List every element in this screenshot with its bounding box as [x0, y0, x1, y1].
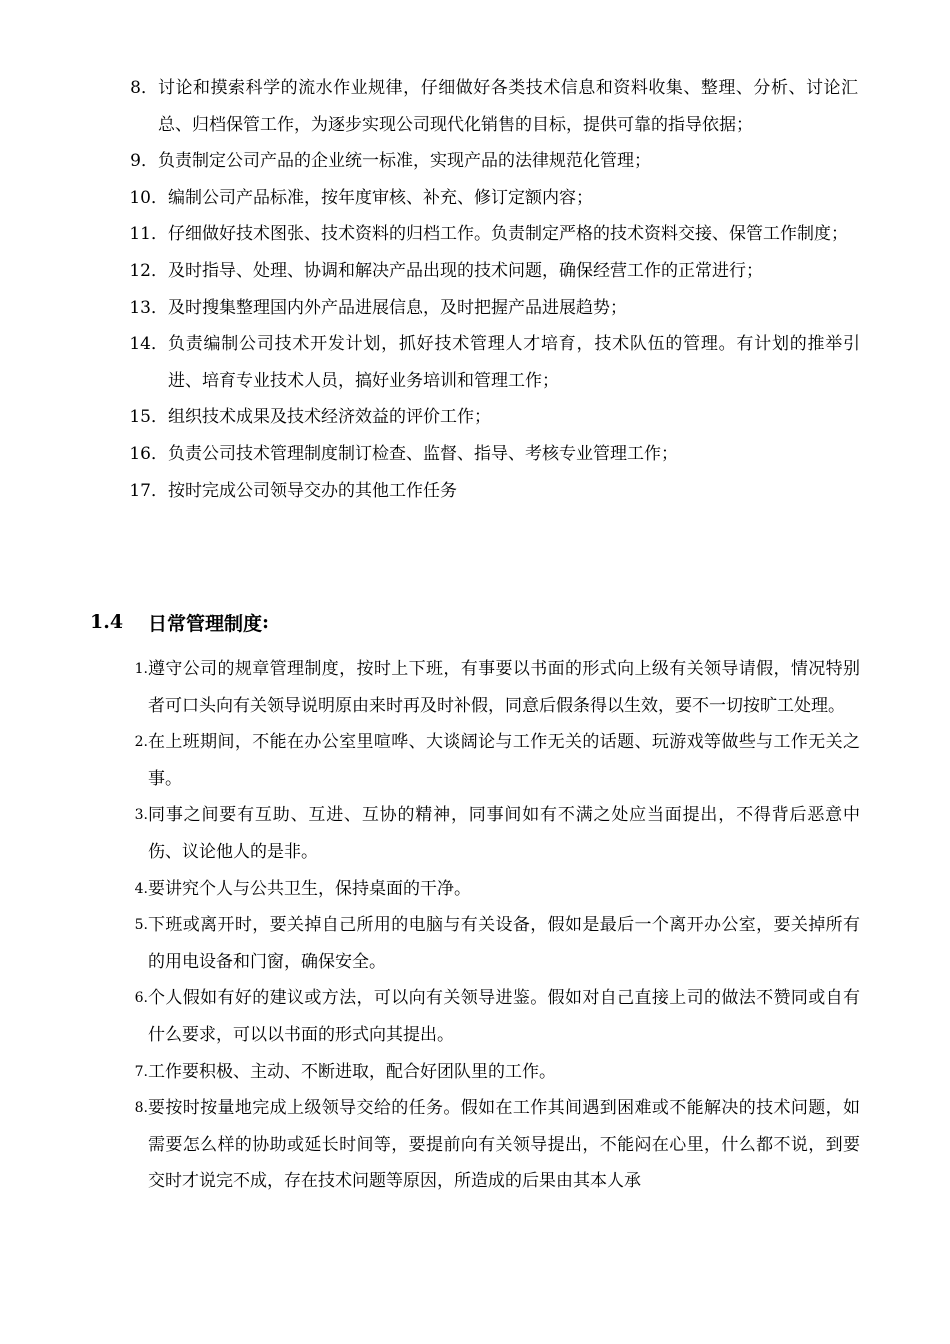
item-number: 5. — [134, 917, 148, 934]
list-item — [0, 70, 950, 143]
item-number: 2. — [134, 734, 148, 751]
item-text: 及时指导、处理、协调和解决产品出现的技术问题，确保经营工作的正常进行； — [168, 260, 763, 281]
item-number: 9． — [130, 151, 158, 172]
list-item — [0, 651, 950, 724]
item-text: 要讲究个人与公共卫生，保持桌面的干净。 — [148, 878, 471, 899]
item-text: 个人假如有好的建议或方法，可以向有关领导进鉴。假如对自己直接上司的做法不赞同或自有什么要求，可以以书面的形式向其提出。 — [148, 988, 860, 1045]
section-number: 1.4 — [90, 611, 124, 633]
item-number: 13． — [129, 297, 168, 318]
list-item — [0, 216, 950, 253]
item-number: 11． — [129, 224, 168, 245]
item-text: 讨论和摸索科学的流水作业规律，仔细做好各类技术信息和资料收集、整理、分析、讨论汇总、归档保管工作，为逐步实现公司现代化销售的目标，提供可靠的指导依据； — [158, 78, 858, 135]
section-title-suffix: : — [262, 611, 270, 633]
list-item — [0, 326, 950, 399]
item-number: 8. — [134, 1100, 148, 1117]
item-text: 仔细做好技术图张、技术资料的归档工作。负责制定严格的技术资料交接、保管工作制度； — [168, 224, 848, 245]
item-text: 及时搜集整理国内外产品进展信息，及时把握产品进展趋势； — [168, 297, 627, 318]
section-heading — [90, 604, 269, 640]
item-number: 17． — [129, 480, 168, 501]
list-item — [0, 871, 950, 908]
item-text: 组织技术成果及技术经济效益的评价工作； — [168, 407, 491, 428]
item-number: 7. — [134, 1063, 148, 1080]
item-number: 1. — [134, 661, 148, 677]
item-text: 负责公司技术管理制度制订检查、监督、指导、考核专业管理工作； — [168, 443, 678, 464]
item-text: 负责制定公司产品的企业统一标准，实现产品的法律规范化管理； — [158, 151, 651, 172]
list-item — [0, 1090, 950, 1200]
item-number: 16． — [129, 443, 168, 464]
item-text: 下班或离开时，要关掉自己所用的电脑与有关设备，假如是最后一个离开办公室，要关掉所有的用电设备和门窗，确保安全。 — [148, 915, 860, 972]
list-item — [0, 473, 950, 510]
list-item — [0, 724, 950, 797]
item-text: 编制公司产品标准，按年度审核、补充、修订定额内容； — [168, 187, 593, 208]
item-number: 3. — [134, 807, 148, 824]
list-item — [0, 907, 950, 980]
list-item — [0, 1054, 950, 1091]
item-number: 15． — [129, 407, 168, 428]
item-text: 工作要积极、主动、不断进取，配合好团队里的工作。 — [148, 1061, 556, 1082]
section-title: 日常管理制度 — [148, 612, 263, 635]
item-number: 10． — [129, 187, 168, 208]
item-number: 6. — [134, 990, 148, 1007]
item-text: 遵守公司的规章管理制度，按时上下班，有事要以书面的形式向上级有关领导请假，情况特别者可口头向有关领导说明原由来时再及时补假，同意后假条得以生效，要不一切按旷工处理。 — [148, 659, 860, 716]
item-text: 要按时按量地完成上级领导交给的任务。假如在工作其间遇到困难或不能解决的技术问题，如需要怎么样的协助或延长时间等，要提前向有关领导提出，不能闷在心里，什么都不说，到要交时才说完不成，存在技术问题等原因，所造成的后果由其本人承 — [148, 1098, 860, 1192]
rule-list — [0, 651, 950, 1200]
item-number: 4. — [134, 880, 148, 897]
item-number: 8． — [130, 78, 158, 98]
item-text: 按时完成公司领导交办的其他工作任务 — [168, 480, 457, 501]
item-text: 同事之间要有互助、互进、互协的精神，同事间如有不满之处应当面提出，不得背后恶意中伤、议论他人的是非。 — [148, 805, 860, 862]
list-item — [0, 180, 950, 217]
list-item — [0, 399, 950, 436]
list-item — [0, 436, 950, 473]
list-item — [0, 290, 950, 327]
list-item — [0, 143, 950, 180]
item-text: 负责编制公司技术开发计划，抓好技术管理人才培育，技术队伍的管理。有计划的推举引进、培育专业技术人员，搞好业务培训和管理工作； — [168, 334, 860, 391]
duty-list — [0, 70, 950, 509]
list-item — [0, 253, 950, 290]
item-text: 在上班期间，不能在办公室里喧哗、大谈阔论与工作无关的话题、玩游戏等做些与工作无关之事。 — [148, 732, 860, 789]
list-item — [0, 980, 950, 1053]
list-item — [0, 797, 950, 870]
item-number: 14． — [129, 334, 168, 355]
item-number: 12． — [129, 260, 168, 281]
